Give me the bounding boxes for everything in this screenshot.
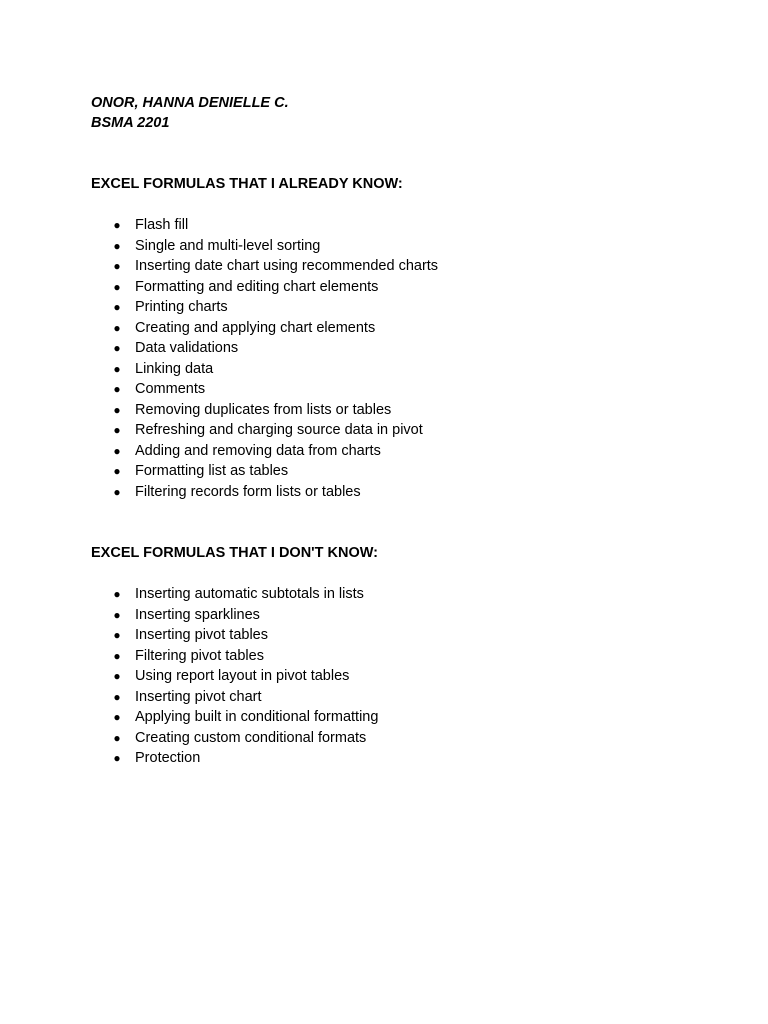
bullet-icon: ●	[113, 464, 121, 478]
list-item-text: Linking data	[135, 360, 214, 377]
bullet-icon: ●	[113, 218, 121, 232]
list-item-text: Printing charts	[135, 299, 228, 315]
bullet-icon: ●	[113, 279, 121, 294]
bullet-icon: ●	[113, 607, 121, 622]
list-item-text: Inserting sparklines	[135, 606, 260, 623]
known-formulas-heading: EXCEL FORMULAS THAT I ALREADY KNOW:	[91, 176, 403, 192]
list-item-text: Removing duplicates from lists or tables	[135, 401, 392, 418]
list-item-text: Filtering records form lists or tables	[135, 483, 361, 500]
list-item-text: Refreshing and charging source data in pivot	[135, 422, 423, 438]
list-item-text: Single and multi-level sorting	[135, 237, 321, 254]
list-item	[111, 236, 438, 257]
list-item	[111, 666, 378, 687]
bullet-icon: ●	[113, 751, 121, 765]
list-item-text: Applying built in conditional formatting	[135, 709, 379, 725]
list-item	[111, 482, 438, 503]
list-item	[111, 687, 378, 708]
bullet-icon: ●	[113, 341, 121, 355]
list-item-text: Using report layout in pivot tables	[135, 668, 350, 684]
list-item	[111, 605, 378, 626]
list-item-text: Formatting and editing chart elements	[135, 278, 379, 295]
bullet-icon: ●	[113, 484, 121, 499]
list-item	[111, 707, 378, 728]
bullet-icon: ●	[113, 423, 121, 437]
list-item	[111, 277, 438, 298]
list-item-text: Creating and applying chart elements	[135, 319, 376, 336]
list-item	[111, 441, 438, 462]
student-section: BSMA 2201	[91, 115, 170, 131]
student-header	[91, 93, 289, 133]
bullet-icon: ●	[113, 710, 121, 724]
unknown-formulas-heading: EXCEL FORMULAS THAT I DON'T KNOW:	[91, 545, 378, 561]
bullet-icon: ●	[113, 587, 121, 601]
bullet-icon: ●	[113, 361, 121, 376]
list-item-text: Inserting automatic subtotals in lists	[135, 586, 364, 602]
bullet-icon: ●	[113, 300, 121, 314]
list-item	[111, 420, 438, 441]
list-item-text: Data validations	[135, 340, 239, 356]
unknown-formulas-list	[111, 584, 378, 769]
list-item	[111, 297, 438, 318]
list-item	[111, 215, 438, 236]
bullet-icon: ●	[113, 238, 121, 253]
list-item	[111, 748, 378, 769]
known-formulas-list	[111, 215, 438, 502]
bullet-icon: ●	[113, 320, 121, 335]
student-name: ONOR, HANNA DENIELLE C.	[91, 95, 289, 111]
list-item-text: Comments	[135, 381, 206, 397]
list-item-text: Inserting pivot chart	[135, 688, 262, 705]
list-item-text: Inserting date chart using recommended charts	[135, 258, 439, 274]
list-item	[111, 400, 438, 421]
list-item-text: Inserting pivot tables	[135, 627, 268, 643]
bullet-icon: ●	[113, 669, 121, 683]
bullet-icon: ●	[113, 402, 121, 417]
list-item	[111, 646, 378, 667]
list-item-text: Formatting list as tables	[135, 463, 289, 479]
list-item-text: Creating custom conditional formats	[135, 729, 367, 746]
bullet-icon: ●	[113, 689, 121, 704]
list-item	[111, 359, 438, 380]
bullet-icon: ●	[113, 443, 121, 458]
bullet-icon: ●	[113, 628, 121, 642]
list-item	[111, 256, 438, 277]
bullet-icon: ●	[113, 648, 121, 663]
bullet-icon: ●	[113, 259, 121, 273]
list-item	[111, 318, 438, 339]
bullet-icon: ●	[113, 382, 121, 396]
list-item	[111, 379, 438, 400]
list-item	[111, 461, 438, 482]
list-item	[111, 338, 438, 359]
list-item-text: Adding and removing data from charts	[135, 442, 381, 459]
list-item-text: Protection	[135, 750, 201, 766]
list-item	[111, 584, 378, 605]
list-item-text: Flash fill	[135, 217, 189, 233]
bullet-icon: ●	[113, 730, 121, 745]
list-item-text: Filtering pivot tables	[135, 647, 264, 664]
list-item	[111, 625, 378, 646]
list-item	[111, 728, 378, 749]
